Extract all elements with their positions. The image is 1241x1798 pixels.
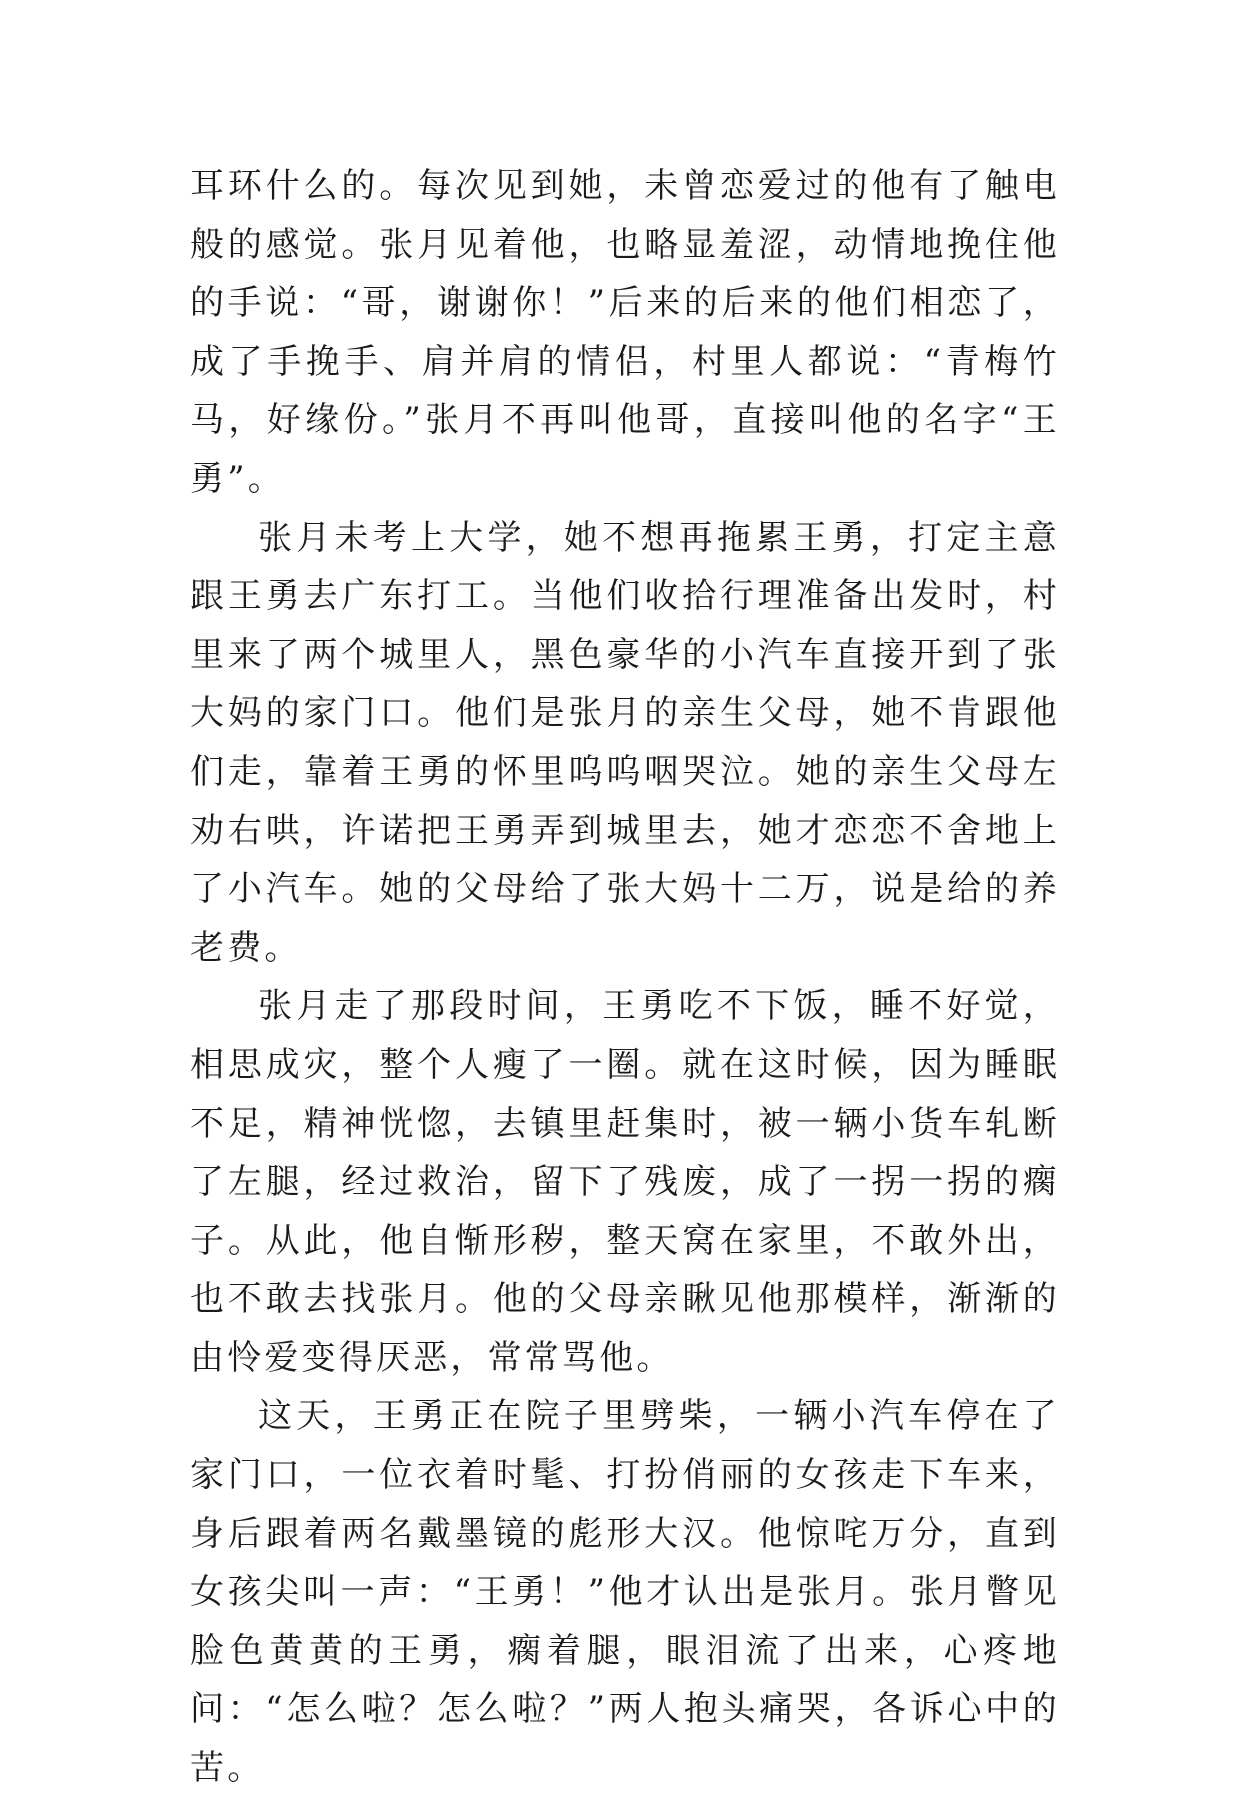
paragraph-3: 张月走了那段时间，王勇吃不下饭，睡不好觉，相思成灾，整个人瘦了一圈。就在这时候，因为睡眠不足，精神恍惚，去镇里赶集时，被一辆小货车轧断了左腿，经过救治，留下了残废，成了一拐一拐的瘸子。从此，他自惭形秽，整天窝在家里，不敢外出，也不敢去找张月。他的父母亲瞅见他那模样，渐渐的由怜爱变得厌恶，常常骂他。 [190, 986, 1060, 1378]
paragraph-1: 耳环什么的。每次见到她，未曾恋爱过的他有了触电般的感觉。张月见着他，也略显羞涩，动情地挽住他的手说：“哥，谢谢你！”后来的后来的他们相恋了，成了手挽手、肩并肩的情侣，村里人都说：“青梅竹马，好缘份。”张月不再叫他哥，直接叫他的名字“王勇”。 [190, 166, 1060, 499]
paragraph-4: 这天，王勇正在院子里劈柴，一辆小汽车停在了家门口，一位衣着时髦、打扮俏丽的女孩走下车来，身后跟着两名戴墨镜的彪形大汉。他惊咤万分，直到女孩尖叫一声：“王勇！”他才认出是张月。张月瞥见脸色黄黄的王勇，瘸着腿，眼泪流了出来，心疼地问：“怎么啦？怎么啦？”两人抱头痛哭，各诉心中的苦。 [190, 1396, 1060, 1789]
document-body [190, 157, 1060, 1798]
paragraph-2: 张月未考上大学，她不想再拖累王勇，打定主意跟王勇去广东打工。当他们收拾行理准备出发时，村里来了两个城里人，黑色豪华的小汽车直接开到了张大妈的家门口。他们是张月的亲生父母，她不肯跟他们走，靠着王勇的怀里呜呜咽哭泣。她的亲生父母左劝右哄，许诺把王勇弄到城里去，她才恋恋不舍地上了小汽车。她的父母给了张大妈十二万，说是给的养老费。 [190, 517, 1060, 968]
